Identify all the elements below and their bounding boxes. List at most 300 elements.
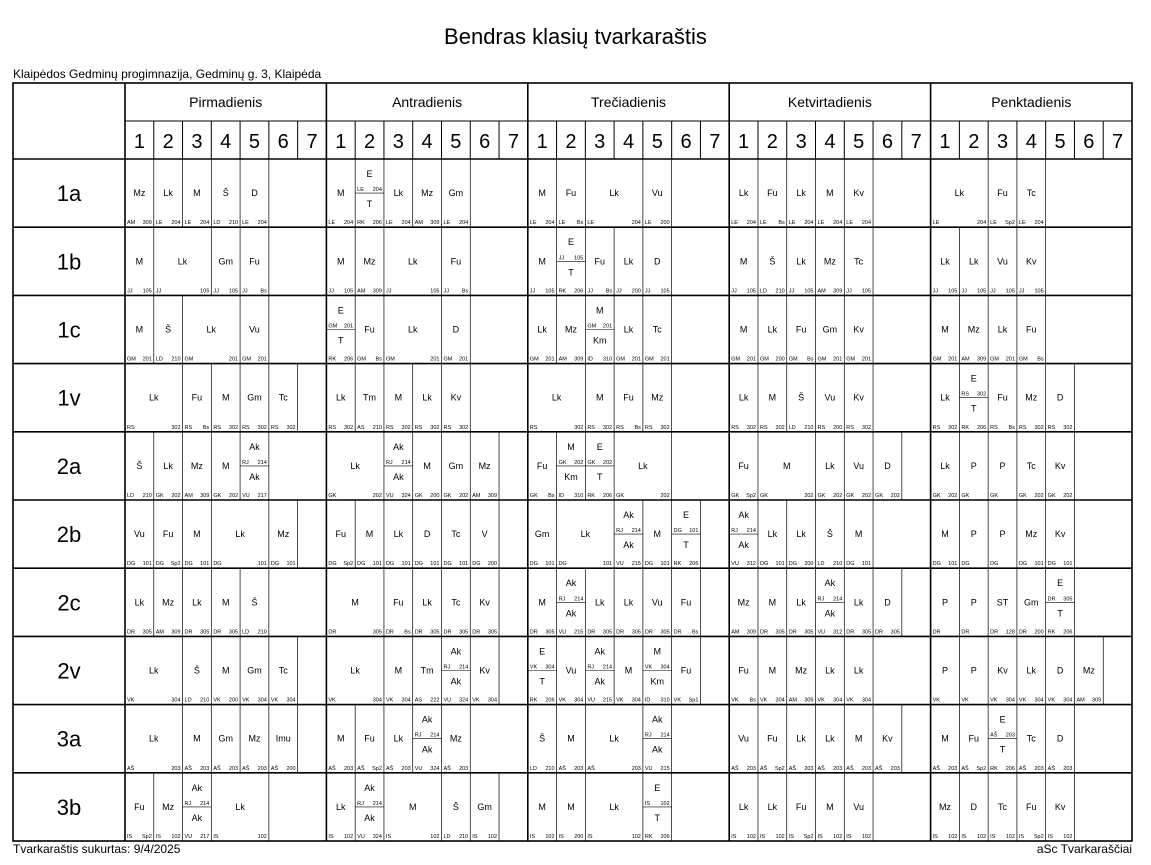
subject-code: Fu — [767, 733, 778, 744]
subject-code: Gm — [218, 256, 233, 267]
teacher-code: VK — [673, 697, 682, 704]
subject-code: Lk — [163, 188, 173, 199]
subject-code: Lk — [609, 801, 619, 812]
room-code: 304 — [1063, 697, 1073, 704]
teacher-code: DG — [270, 561, 280, 568]
lesson-cell — [760, 529, 785, 567]
subject-code: Tc — [451, 529, 461, 540]
subject-code: M — [423, 460, 431, 471]
room-code: 304 — [631, 697, 641, 704]
room-code: 305 — [545, 629, 555, 636]
class-label: 1a — [56, 181, 82, 207]
room-code: 305 — [602, 629, 613, 636]
teacher-code: LE — [385, 220, 393, 227]
room-code: 202 — [804, 493, 814, 499]
subject-code: Tc — [451, 597, 461, 608]
teacher-code: VK — [731, 697, 739, 704]
room-code: Sp2 — [170, 561, 181, 568]
teacher-code: LE — [759, 220, 767, 227]
room-code: 203 — [171, 765, 181, 772]
teacher-code: IS — [558, 834, 564, 840]
subject-code: Km — [564, 471, 578, 482]
lesson-cell — [816, 578, 845, 635]
room-code: 105 — [574, 255, 584, 262]
lesson-cell — [818, 529, 843, 567]
class-label: 2c — [57, 590, 81, 616]
lesson-cell — [443, 461, 468, 499]
period-number: 2 — [968, 131, 980, 153]
subject-code: E — [366, 169, 373, 179]
room-code: 206 — [372, 220, 382, 227]
room-code: 105 — [430, 288, 440, 295]
lesson-cell — [990, 666, 1015, 704]
room-code: 210 — [804, 424, 814, 431]
teacher-code: LE — [558, 220, 566, 227]
lesson-cell — [357, 393, 382, 431]
lesson-cell — [1046, 578, 1075, 635]
room-code: Sp2 — [343, 561, 354, 568]
lesson-cell — [645, 188, 670, 226]
lesson-cell — [415, 393, 440, 431]
teacher-code: AM — [357, 288, 366, 295]
room-code: 204 — [343, 220, 354, 227]
teacher-code: RK — [1047, 629, 1056, 636]
room-code: 204 — [976, 220, 987, 227]
teacher-code: GM — [587, 323, 597, 330]
subject-code: Kv — [853, 392, 864, 403]
lesson-cell — [990, 393, 1015, 431]
teacher-code: AŠ — [990, 732, 998, 739]
subject-code: Km — [650, 676, 665, 687]
lesson-cell — [242, 325, 267, 363]
teacher-code: AM — [817, 288, 826, 295]
lesson-cell — [616, 666, 641, 704]
subject-code: T — [971, 403, 977, 414]
lesson-cell — [530, 734, 555, 772]
lesson-cell — [731, 325, 756, 363]
room-code: 101 — [430, 561, 440, 568]
subject-code: Mz — [1082, 665, 1095, 676]
teacher-code: IS — [529, 834, 536, 840]
day-header: Trečiadienis — [591, 94, 666, 110]
teacher-code: RS — [587, 424, 595, 431]
subject-code: Š — [136, 460, 143, 471]
teacher-code: DG — [846, 561, 855, 568]
lesson-cell — [559, 325, 584, 363]
lesson-cell — [818, 461, 843, 499]
room-code: 101 — [861, 561, 872, 568]
teacher-code: JJ — [443, 288, 449, 295]
teacher-code: RS — [846, 424, 854, 431]
subject-code: M — [394, 392, 403, 403]
subject-code: M — [221, 460, 230, 471]
lesson-cell — [616, 325, 641, 363]
teacher-code: DG — [213, 561, 222, 568]
subject-code: M — [768, 392, 777, 403]
subject-code: M — [624, 665, 633, 676]
lesson-cell — [990, 325, 1015, 363]
teacher-code: JJ — [731, 288, 737, 295]
teacher-code: DG — [184, 561, 193, 568]
teacher-code: JJ — [990, 288, 996, 295]
teacher-code: GM — [1018, 356, 1028, 363]
subject-code: Mz — [795, 665, 808, 676]
room-code: 304 — [660, 664, 670, 671]
subject-code: Lk — [796, 188, 806, 199]
lesson-cell — [789, 529, 814, 567]
teacher-code: RJ — [587, 664, 595, 671]
subject-code: Lk — [149, 392, 159, 403]
subject-code: M — [408, 801, 417, 812]
teacher-code: VK — [759, 697, 768, 704]
teacher-code: GK — [1047, 493, 1056, 499]
subject-code: Lk — [940, 460, 950, 471]
lesson-cell — [328, 393, 353, 431]
teacher-code: GK — [587, 459, 596, 466]
subject-code: Gm — [534, 529, 550, 540]
lesson-cell — [328, 256, 353, 294]
subject-code: Fu — [335, 529, 347, 540]
teacher-code: AŠ — [1047, 765, 1056, 772]
room-code: 305 — [459, 629, 469, 636]
lesson-cell — [933, 393, 958, 431]
room-code: 206 — [574, 288, 584, 295]
teacher-code: VK — [644, 664, 653, 671]
teacher-code: JJ — [328, 288, 334, 295]
subject-code: Lk — [537, 324, 547, 335]
lesson-cell — [386, 666, 411, 704]
lesson-cell — [386, 256, 440, 294]
teacher-code: IS — [961, 834, 967, 840]
teacher-code: GK — [328, 493, 337, 499]
room-code: Sp2 — [976, 765, 987, 772]
subject-code: M — [854, 529, 863, 540]
period-number: 5 — [1054, 131, 1066, 153]
teacher-code: RS — [414, 424, 423, 431]
lesson-cell — [818, 256, 843, 294]
lesson-cell — [328, 666, 382, 704]
lesson-cell — [271, 393, 296, 431]
room-code: 210 — [228, 220, 239, 227]
subject-code: M — [941, 733, 949, 744]
teacher-code: RJ — [385, 459, 393, 466]
subject-code: M — [826, 188, 834, 199]
lesson-cell — [846, 188, 871, 226]
teacher-code: IS — [731, 834, 737, 840]
lesson-cell — [127, 393, 181, 431]
lesson-cell — [156, 461, 181, 499]
room-code: Bs — [778, 220, 785, 227]
subject-code: Mz — [133, 188, 146, 199]
lesson-cell — [933, 256, 958, 294]
lesson-cell — [674, 666, 699, 704]
subject-code: Gm — [477, 801, 492, 812]
room-code: 105 — [804, 288, 814, 295]
room-code: 200 — [631, 288, 641, 295]
teacher-code: RS — [1018, 424, 1027, 431]
room-code: 210 — [200, 697, 210, 704]
teacher-code: AM — [1076, 697, 1085, 704]
lesson-cell — [760, 325, 785, 363]
subject-code: T — [539, 676, 545, 687]
room-code: 102 — [257, 834, 267, 840]
subject-code: Fu — [767, 188, 778, 199]
room-code: 201 — [602, 323, 613, 330]
room-code: 304 — [574, 697, 584, 704]
subject-code: Mz — [190, 460, 203, 471]
lesson-cell — [990, 529, 1005, 567]
subject-code: Tc — [1026, 188, 1036, 199]
subject-code: Ak — [623, 540, 634, 551]
teacher-code: IS — [788, 834, 794, 840]
teacher-code: DR — [961, 629, 970, 636]
lesson-cell — [933, 666, 948, 704]
subject-code: Ak — [450, 676, 462, 687]
subject-code: Lk — [796, 597, 806, 608]
lesson-cell — [846, 734, 871, 772]
lesson-cell — [760, 188, 785, 226]
subject-code: T — [596, 471, 603, 482]
room-code: 102 — [487, 834, 498, 840]
teacher-code: GK — [213, 493, 222, 499]
period-number: 3 — [996, 131, 1009, 153]
subject-code: Lk — [163, 460, 173, 471]
teacher-code: DR — [587, 629, 596, 636]
teacher-code: GK — [759, 493, 768, 499]
teacher-code: AŠ — [213, 765, 221, 772]
subject-code: Lk — [407, 324, 418, 335]
room-code: Sp2 — [774, 765, 785, 772]
subject-code: M — [826, 801, 834, 812]
teacher-code: JJ — [155, 288, 162, 295]
room-code: 201 — [228, 356, 239, 363]
room-code: 302 — [459, 424, 469, 431]
room-code: 324 — [459, 697, 469, 704]
room-code: Bs — [605, 288, 613, 295]
subject-code: Imu — [275, 733, 291, 744]
teacher-code: RK — [961, 424, 970, 431]
subject-code: Fu — [536, 460, 548, 471]
room-code: 202 — [171, 493, 181, 499]
room-code: 215 — [602, 697, 613, 704]
subject-code: Ak — [191, 812, 203, 823]
teacher-code: RS — [616, 424, 624, 431]
subject-code: E — [337, 305, 344, 316]
teacher-code: GK — [932, 493, 941, 499]
lesson-cell — [185, 597, 210, 635]
lesson-cell — [1019, 188, 1044, 226]
teacher-code: DG — [1047, 561, 1056, 568]
subject-code: Š — [798, 392, 805, 403]
room-code: Bs — [1008, 424, 1015, 431]
lesson-cell — [156, 188, 181, 226]
teacher-code: VK — [558, 697, 566, 704]
room-code: 305 — [200, 629, 210, 636]
teacher-code: AŠ — [759, 765, 768, 772]
room-code: 105 — [200, 288, 210, 295]
subject-code: Lk — [336, 392, 346, 403]
teacher-code: RJ — [616, 528, 623, 535]
teacher-code: DR — [1047, 596, 1056, 603]
lesson-cell — [961, 461, 976, 499]
teacher-code: VK — [242, 697, 250, 704]
lesson-cell — [587, 393, 612, 431]
subject-code: Gm — [218, 733, 233, 744]
room-code: Bs — [202, 424, 210, 431]
lesson-cell — [760, 734, 785, 772]
subject-code: Lk — [422, 597, 432, 608]
lesson-cell — [386, 802, 440, 840]
subject-code: Ak — [594, 646, 605, 657]
subject-code: Lk — [767, 801, 778, 812]
teacher-code: RJ — [414, 732, 422, 739]
teacher-code: VU — [385, 493, 394, 499]
teacher-code: RS — [1047, 424, 1056, 431]
room-code: 203 — [746, 765, 756, 772]
room-code: Sp2 — [746, 493, 756, 499]
lesson-cell — [413, 715, 442, 772]
room-code: 206 — [1063, 629, 1073, 636]
lesson-cell — [961, 802, 986, 840]
teacher-code: DG — [414, 561, 423, 568]
subject-code: Fu — [680, 665, 692, 676]
room-code: Bs — [576, 220, 584, 227]
lesson-cell — [961, 666, 976, 704]
subject-code: Mz — [938, 801, 951, 812]
room-code: 101 — [257, 561, 267, 568]
day-header: Antradienis — [392, 94, 463, 110]
lesson-cell — [415, 597, 440, 635]
period-number: 2 — [565, 131, 577, 153]
lesson-cell — [213, 256, 238, 294]
teacher-code: RJ — [184, 800, 192, 807]
room-code: 304 — [833, 697, 843, 704]
teacher-code: AM — [731, 629, 740, 636]
teacher-code: LE — [328, 220, 336, 227]
subject-code: Vu — [824, 392, 836, 403]
room-code: 204 — [257, 220, 267, 227]
teacher-code: RS — [385, 424, 394, 431]
subject-code: M — [653, 529, 662, 540]
lesson-cell — [616, 461, 670, 499]
subject-code: Lk — [1026, 665, 1037, 676]
room-code: 214 — [631, 528, 641, 535]
subject-code: M — [193, 188, 201, 199]
subject-code: Lk — [825, 460, 835, 471]
room-code: 309 — [804, 697, 814, 704]
subject-code: Lk — [149, 665, 159, 676]
room-code: 200 — [804, 561, 814, 568]
subject-code: P — [999, 460, 1006, 471]
lesson-cell — [156, 256, 210, 294]
subject-code: Lk — [940, 256, 950, 267]
subject-code: M — [739, 256, 748, 267]
lesson-cell — [530, 256, 555, 294]
room-code: 102 — [631, 834, 641, 840]
lesson-cell — [443, 256, 468, 294]
lesson-cell — [760, 461, 814, 499]
lesson-cell — [355, 783, 384, 840]
subject-code: Ak — [565, 608, 577, 619]
teacher-code: IS — [155, 834, 161, 840]
subject-code: Vu — [997, 256, 1008, 267]
teacher-code: IS — [213, 834, 219, 840]
teacher-code: GK — [731, 493, 740, 499]
subject-code: Mz — [967, 324, 980, 335]
room-code: 217 — [200, 834, 210, 840]
period-number: 2 — [766, 131, 778, 153]
lesson-cell — [213, 188, 238, 226]
teacher-code: GK — [1018, 493, 1027, 499]
teacher-code: DG — [472, 561, 481, 568]
subject-code: Gm — [247, 665, 262, 676]
teacher-code: IS — [932, 834, 938, 840]
subject-code: Vu — [738, 733, 749, 744]
room-code: 202 — [372, 493, 382, 499]
teacher-code: DG — [961, 561, 970, 568]
teacher-code: RJ — [817, 596, 825, 603]
room-code: 101 — [200, 561, 210, 568]
subject-code: Mz — [737, 597, 750, 608]
subject-code: Ak — [249, 471, 260, 482]
lesson-cell — [242, 597, 267, 635]
room-code: 309 — [1092, 697, 1102, 704]
room-code: 324 — [430, 765, 440, 772]
room-code: 309 — [430, 220, 440, 227]
room-code: 200 — [1034, 629, 1044, 636]
teacher-code: JJ — [788, 288, 795, 295]
teacher-code: IS — [817, 834, 823, 840]
room-code: 310 — [660, 697, 670, 704]
teacher-code: VK — [385, 697, 394, 704]
subject-code: Fu — [1026, 324, 1037, 335]
lesson-cell — [559, 529, 613, 567]
room-code: 102 — [833, 834, 843, 840]
subject-code: Kv — [479, 597, 490, 608]
subject-code: Fu — [680, 597, 692, 608]
room-code: 128 — [1005, 629, 1015, 636]
lesson-cell — [355, 169, 384, 226]
subject-code: Mz — [248, 733, 261, 744]
teacher-code: LE — [184, 220, 192, 227]
teacher-code: VU — [587, 697, 595, 704]
subject-code: Tc — [278, 392, 288, 403]
subject-code: D — [423, 529, 431, 540]
teacher-code: VU — [414, 765, 423, 772]
lesson-cell — [933, 734, 958, 772]
subject-code: Ak — [191, 782, 203, 793]
lesson-cell — [441, 646, 470, 703]
subject-code: Kv — [997, 665, 1008, 676]
teacher-code: AM — [414, 220, 423, 227]
teacher-code: IS — [328, 834, 334, 840]
room-code: 203 — [257, 765, 267, 772]
lesson-cell — [875, 461, 900, 499]
lesson-cell — [386, 393, 411, 431]
lesson-cell — [1019, 666, 1044, 704]
lesson-cell — [616, 597, 641, 635]
teacher-code: RS — [184, 424, 193, 431]
lesson-cell — [1048, 666, 1073, 704]
room-code: Bs — [404, 629, 411, 636]
room-code: 105 — [545, 288, 555, 295]
teacher-code: GM — [817, 356, 827, 363]
room-code: 102 — [171, 834, 181, 840]
teacher-code: DG — [443, 561, 452, 568]
teacher-code: AŠ — [558, 765, 566, 772]
teacher-code: JJ — [932, 288, 939, 295]
teacher-code: VK — [213, 697, 221, 704]
